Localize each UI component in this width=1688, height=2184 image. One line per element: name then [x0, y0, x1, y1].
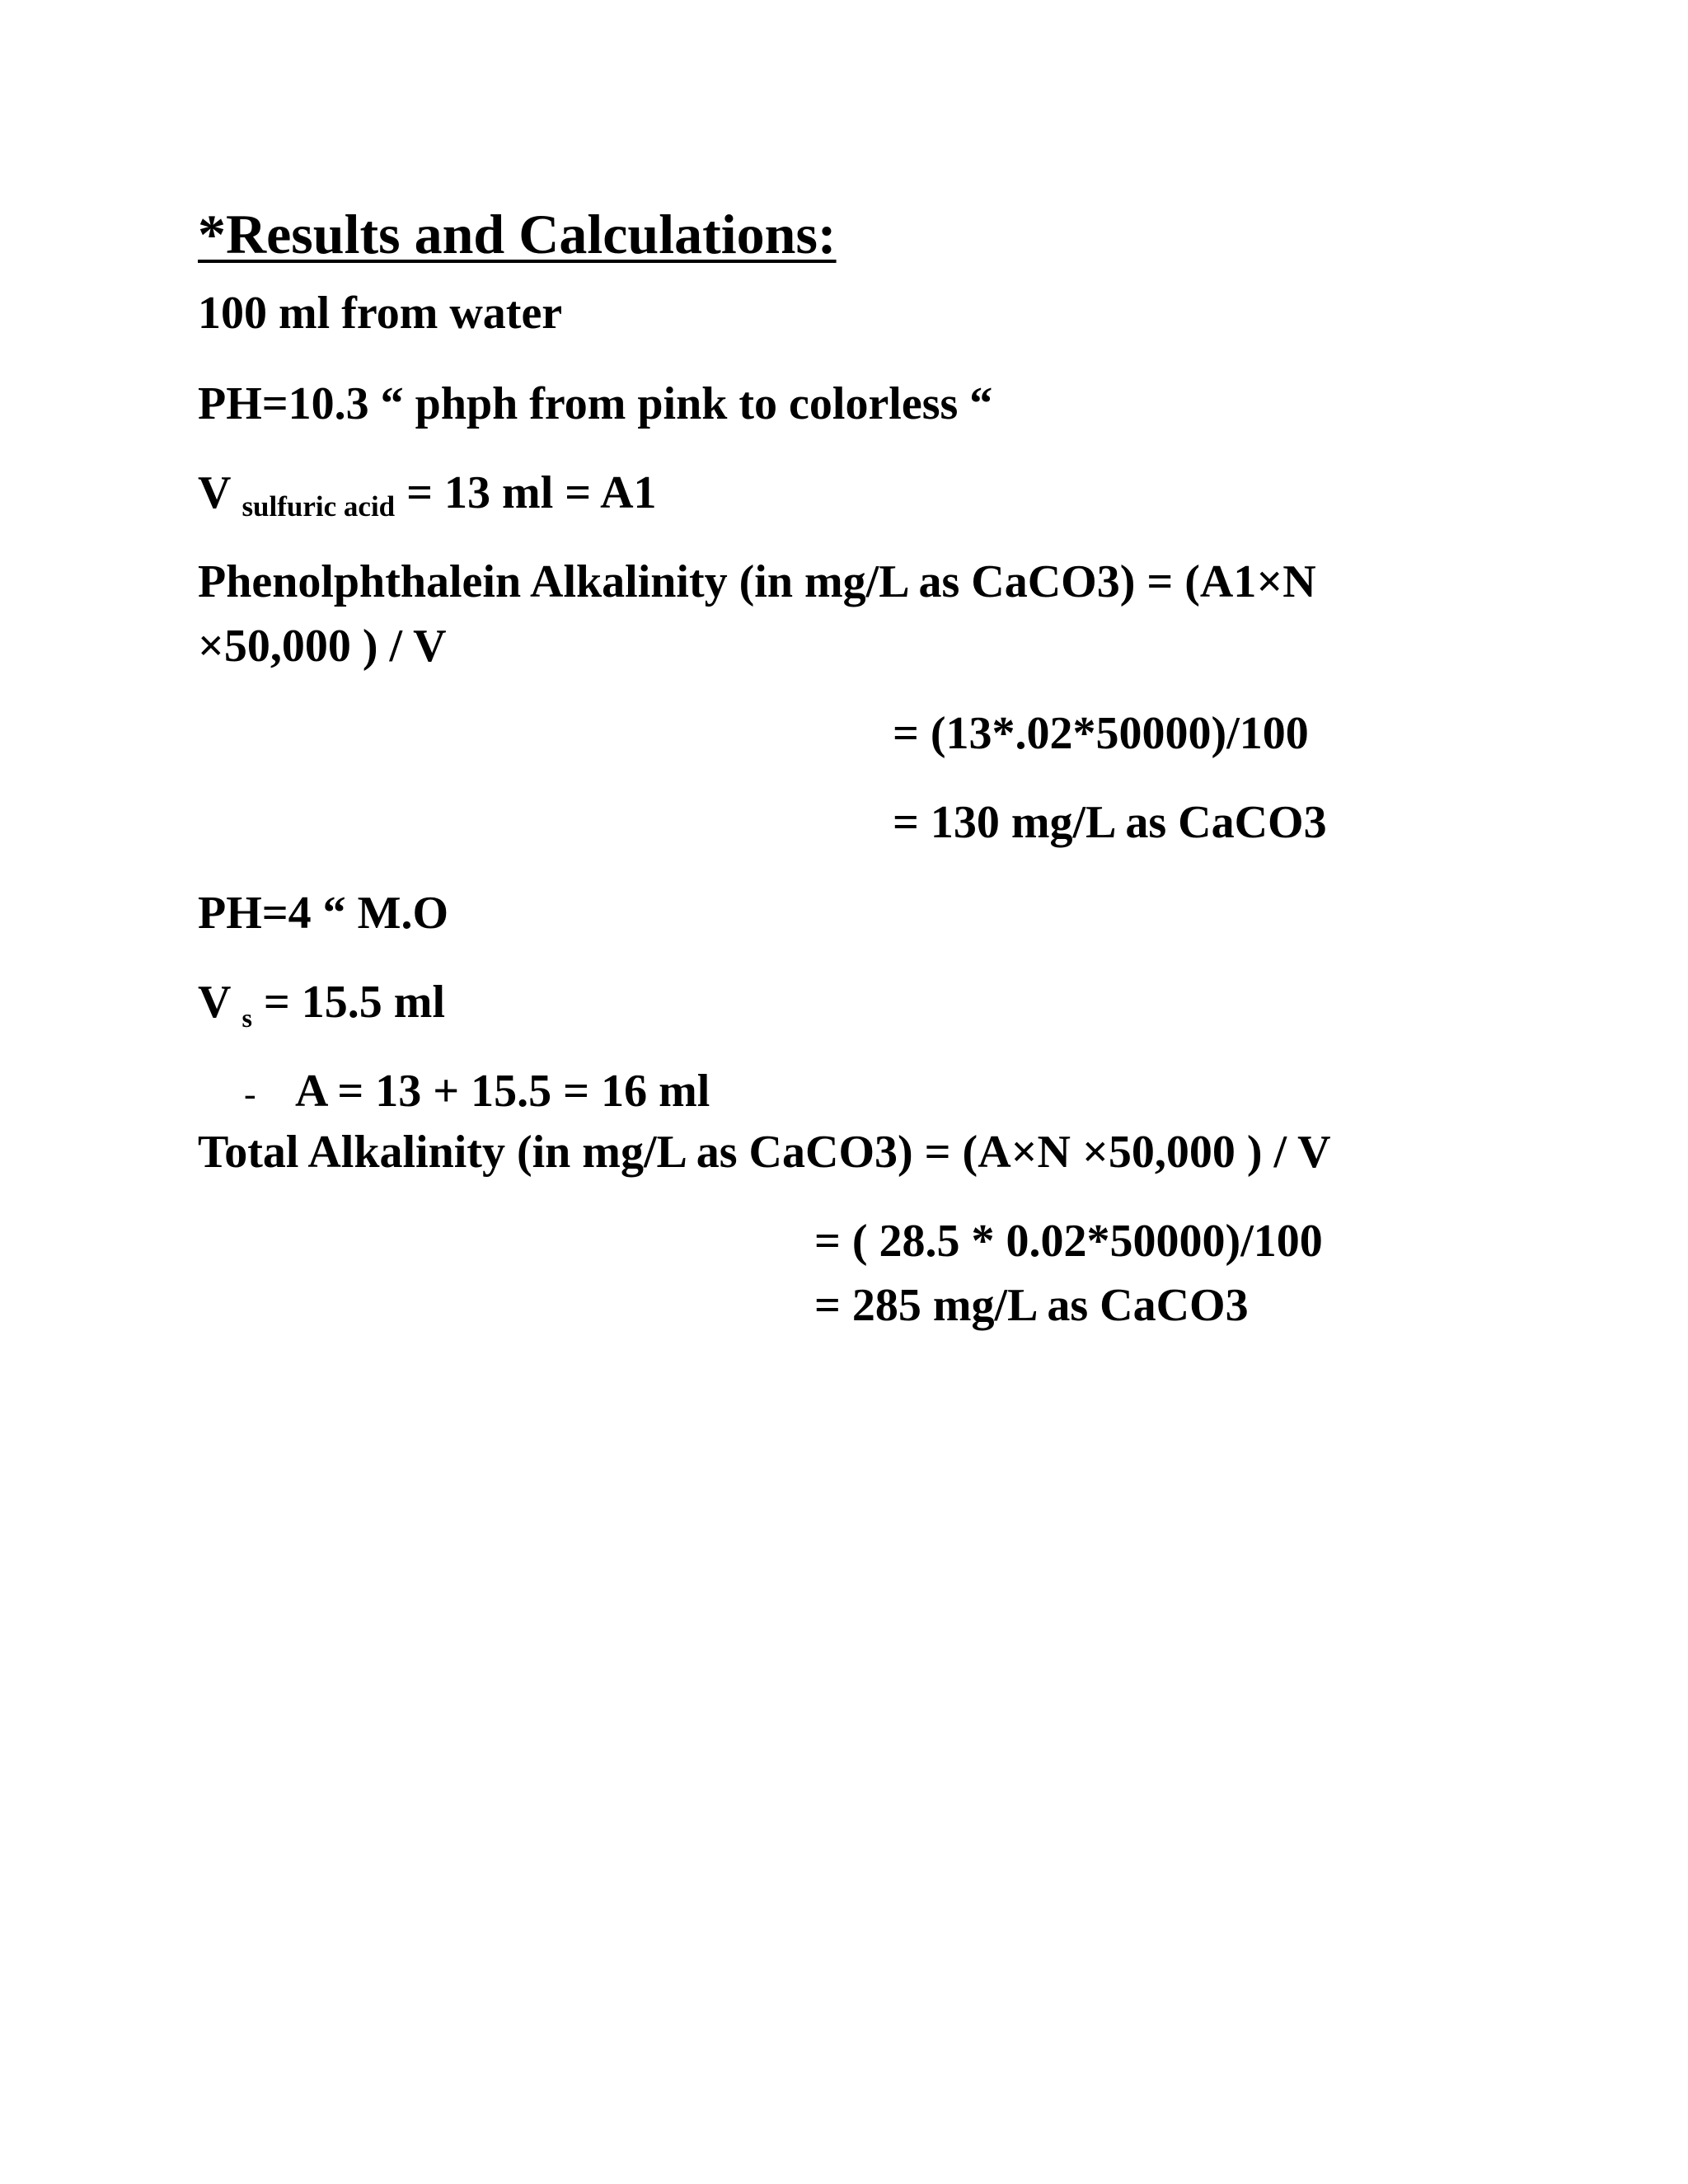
phenolphthalein-result: = 130 mg/L as CaCO3	[893, 797, 1327, 848]
volume-subscript: sulfuric acid	[241, 490, 396, 523]
volume-value: = 13 ml = A1	[395, 467, 657, 518]
volume-symbol: V	[198, 467, 231, 518]
bullet-marker: -	[244, 1074, 256, 1114]
total-alkalinity-formula: Total Alkalinity (in mg/L as CaCO3) = (A×N ×50,000 ) / V	[198, 1127, 1331, 1178]
section-heading: *Results and Calculations:	[198, 203, 837, 265]
volume-value: = 15.5 ml	[251, 977, 446, 1028]
sample-volume-line: 100 ml from water	[198, 288, 563, 339]
ph-phenolphthalein-line: PH=10.3 “ phph from pink to colorless “	[198, 378, 993, 429]
sulfuric-acid-volume-line	[198, 467, 657, 523]
total-alkalinity-calculation: = ( 28.5 * 0.02*50000)/100	[814, 1216, 1323, 1267]
phenolphthalein-formula-line-1: Phenolphthalein Alkalinity (in mg/L as CaCO3) = (A1×N	[198, 556, 1316, 607]
total-alkalinity-result: = 285 mg/L as CaCO3	[814, 1280, 1249, 1331]
ph-methyl-orange-line: PH=4 “ M.O	[198, 888, 449, 939]
phenolphthalein-calculation: = (13*.02*50000)/100	[893, 708, 1309, 759]
second-volume-line	[198, 977, 446, 1033]
total-volume-bullet	[244, 1066, 710, 1117]
phenolphthalein-formula-line-2: ×50,000 ) / V	[198, 621, 447, 672]
volume-subscript: s	[241, 1003, 252, 1033]
bullet-text: A = 13 + 15.5 = 16 ml	[295, 1066, 710, 1117]
volume-symbol: V	[198, 977, 231, 1028]
